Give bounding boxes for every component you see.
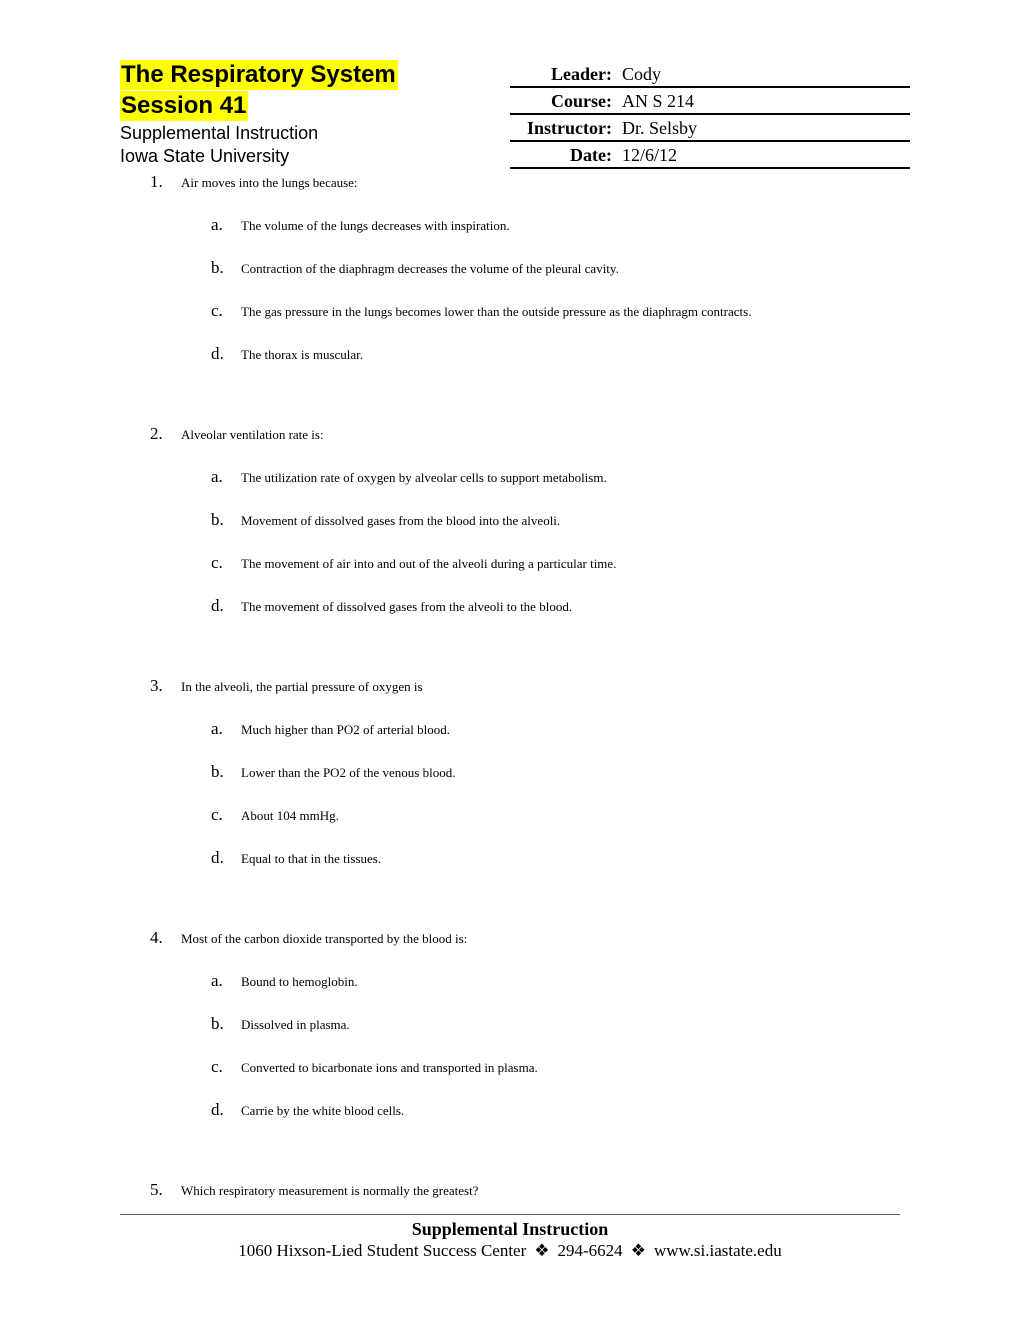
footer-phone: 294-6624 — [557, 1241, 623, 1260]
option-text: Lower than the PO2 of the venous blood. — [241, 765, 456, 780]
answer-option — [211, 971, 358, 991]
answer-option — [211, 344, 363, 364]
meta-instructor — [510, 115, 910, 142]
option-letter: d. — [211, 1100, 224, 1119]
option-text: The volume of the lungs decreases with inspiration. — [241, 218, 510, 233]
question-item — [150, 424, 324, 444]
question-item — [150, 676, 423, 696]
answer-option — [211, 762, 455, 782]
option-text: Much higher than PO2 of arterial blood. — [241, 722, 451, 737]
meta-label: Date: — [570, 145, 612, 165]
answer-option — [211, 1057, 538, 1077]
answer-option — [211, 510, 560, 530]
program-name: Supplemental Instruction — [120, 123, 319, 143]
header-left — [120, 60, 500, 168]
question-number: 2. — [150, 424, 163, 443]
meta-label: Leader: — [551, 64, 612, 84]
question-number: 1. — [150, 172, 163, 191]
option-text: The thorax is muscular. — [241, 347, 364, 362]
answer-option — [211, 805, 339, 825]
session-title: Session 41 — [121, 92, 247, 119]
meta-value: Cody — [622, 64, 662, 84]
answer-option — [211, 301, 751, 321]
question-number: 4. — [150, 928, 163, 947]
meta-label: Instructor: — [527, 118, 612, 138]
university-name: Iowa State University — [120, 146, 290, 166]
meta-value: Dr. Selsby — [622, 118, 698, 138]
question-text: Air moves into the lungs because: — [181, 175, 358, 190]
question-number: 5. — [150, 1180, 163, 1199]
option-text: About 104 mmHg. — [241, 808, 339, 823]
option-letter: c. — [211, 553, 223, 572]
answer-option — [211, 215, 510, 235]
meta-label: Course: — [551, 91, 612, 111]
question-text: In the alveoli, the partial pressure of oxygen is — [181, 679, 423, 694]
option-letter: b. — [211, 1014, 224, 1033]
footer-divider — [120, 1214, 900, 1215]
option-letter: a. — [211, 467, 223, 486]
option-text: The movement of air into and out of the alveoli during a particular time. — [241, 556, 617, 571]
answer-option — [211, 467, 607, 487]
footer-title: Supplemental Instruction — [411, 1219, 609, 1239]
question-text: Which respiratory measurement is normally the greatest? — [181, 1183, 479, 1198]
option-letter: b. — [211, 258, 224, 277]
header-meta — [510, 61, 910, 169]
option-text: Contraction of the diaphragm decreases the volume of the pleural cavity. — [241, 261, 619, 276]
option-text: Dissolved in plasma. — [241, 1017, 350, 1032]
answer-option — [211, 553, 616, 573]
question-item — [150, 1180, 478, 1200]
option-letter: d. — [211, 596, 224, 615]
option-text: The utilization rate of oxygen by alveolar cells to support metabolism. — [241, 470, 607, 485]
option-text: Movement of dissolved gases from the blood into the alveoli. — [241, 513, 561, 528]
option-text: Bound to hemoglobin. — [241, 974, 358, 989]
answer-option — [211, 596, 572, 616]
diamond-icon: ❖ — [534, 1241, 550, 1260]
footer-address: 1060 Hixson-Lied Student Success Center — [238, 1241, 527, 1260]
footer-website: www.si.iastate.edu — [653, 1241, 782, 1260]
question-number: 3. — [150, 676, 163, 695]
diamond-icon: ❖ — [630, 1241, 646, 1260]
option-text: Carrie by the white blood cells. — [241, 1103, 405, 1118]
option-letter: b. — [211, 510, 224, 529]
footer-contact — [0, 1240, 1020, 1262]
option-letter: b. — [211, 762, 224, 781]
option-letter: a. — [211, 719, 223, 738]
option-letter: d. — [211, 848, 224, 867]
option-text: The movement of dissolved gases from the alveoli to the blood. — [241, 599, 573, 614]
option-letter: a. — [211, 215, 223, 234]
question-text: Alveolar ventilation rate is: — [181, 427, 324, 442]
question-item — [150, 172, 358, 192]
option-text: The gas pressure in the lungs becomes lower than the outside pressure as the diaphragm contracts. — [241, 304, 752, 319]
meta-date — [510, 142, 910, 169]
meta-leader — [510, 61, 910, 88]
option-text: Converted to bicarbonate ions and transported in plasma. — [241, 1060, 538, 1075]
meta-course — [510, 88, 910, 115]
option-letter: c. — [211, 1057, 223, 1076]
footer — [0, 1218, 1020, 1262]
option-letter: c. — [211, 301, 223, 320]
question-item — [150, 928, 467, 948]
question-text: Most of the carbon dioxide transported by the blood is: — [181, 931, 468, 946]
option-letter: c. — [211, 805, 223, 824]
answer-option — [211, 1014, 350, 1034]
meta-value: AN S 214 — [622, 91, 695, 111]
option-letter: d. — [211, 344, 224, 363]
meta-value: 12/6/12 — [622, 145, 678, 165]
option-letter: a. — [211, 971, 223, 990]
answer-option — [211, 719, 450, 739]
answer-option — [211, 848, 381, 868]
answer-option — [211, 1100, 404, 1120]
document-title: The Respiratory System — [121, 61, 396, 88]
option-text: Equal to that in the tissues. — [241, 851, 382, 866]
answer-option — [211, 258, 619, 278]
